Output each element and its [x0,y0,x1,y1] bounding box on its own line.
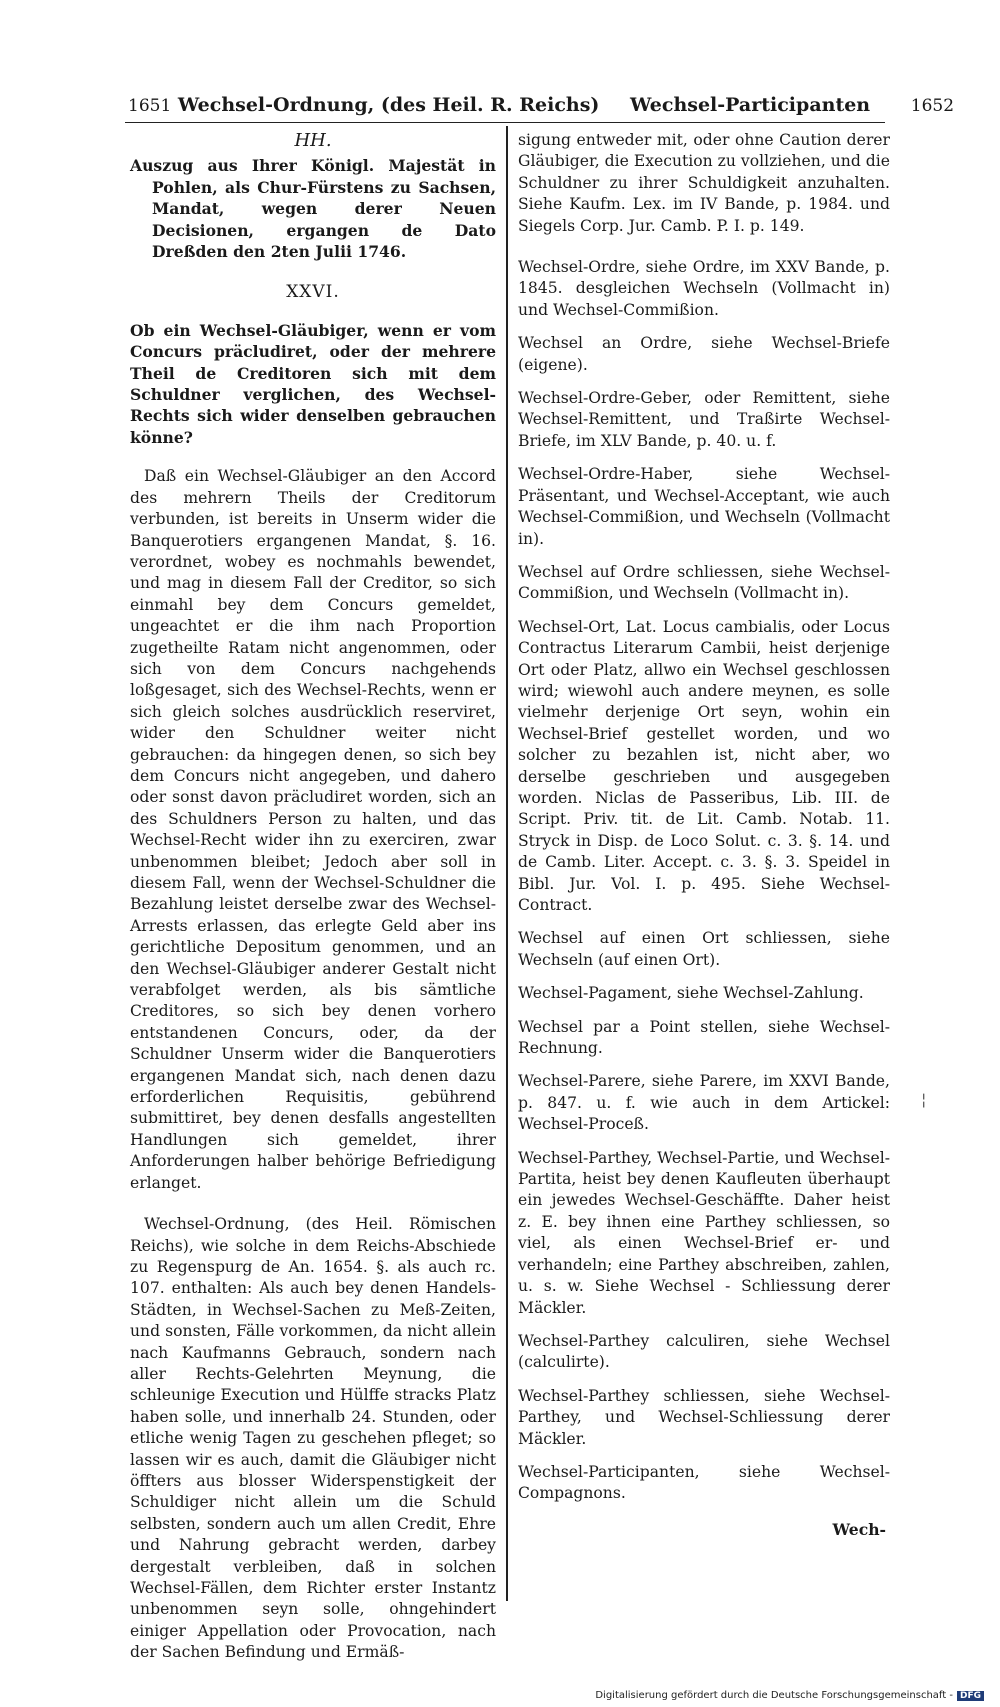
left-column [130,130,496,1664]
entry-wechsel-par-a-point: Wechsel par a Point stellen, siehe Wechsel-Rechnung. [518,1017,890,1058]
left-running-title: Wechsel-Ordnung, (des Heil. R. Reichs) [177,94,600,116]
entry-wechsel-parthey-schliessen: Wechsel-Parthey schliessen, siehe Wechsel-Parthey, und Wechsel-Schliessung derer Mäckler. [518,1386,890,1448]
right-column [518,130,890,1540]
left-page-number: 1651 [128,96,172,116]
decision-paragraph: Daß ein Wechsel-Gläubiger an den Accord des mehrern Theils der Creditorum verbunden, ist bereits in Unserm wider die Banquerotiers ergangenen Mandat, §. 16. verordnet, wobey es nochmahls bewendet, und mag in diesem Fall der Creditor, so sich einmahl bey dem Concurs gemeldet, ungeachtet er die ihm nach Proportion zugetheilte Ratam nicht angenommen, oder sich von dem Concurs nachgehends loßgesaget, sich des Wechsel-Rechts, wenn er sich gleich solches ausdrücklich reserviret, wider den Schuldner weiter nicht gebrauchen: da hingegen denen, so sich bey dem Concurs nicht angegeben, und dahero oder sonst davon präcludiret worden, sich an des Schuldners Person zu halten, und das Wechsel-Recht wider ihn zu exerciren, zwar unbenommen bleibet; Jedoch aber soll in diesem Fall, wenn der Wechsel-Schuldner die Bezahlung leistet derselbe zwar des Wechsel-Arrests erlassen, das erlegte Geld aber ins gerichtliche Depositum genommen, und an den Wechsel-Gläubiger anderer Gestalt nicht verabfolget werden, als bis sämtliche Creditores, so sich bey denen vorhero entstandenen Concurs, oder, da der Schuldner Unserm wider die Banquerotiers ergangenen Mandat sich, nach denen dazu erforderlichen Requisitis, gebührend submittiret, bey denen desfalls angestellten Handlungen sich gemeldet, ihrer Anforderungen halber behörige Befriedigung erlanget. [130,467,496,1192]
section-mark: HH. [294,130,332,151]
entry-wechsel-auf-ordre: Wechsel auf Ordre schliessen, siehe Wechsel-Commißion, und Wechseln (Vollmacht in). [518,562,890,603]
question-heading: Ob ein Wechsel-Gläubiger, wenn er vom Concurs präcludiret, oder der mehrere Theil de Creditoren sich mit dem Schuldner verglichen, des Wechsel-Rechts sich wider denselben gebrauchen könne? [130,320,496,447]
header-rule [125,122,885,123]
entry-wechsel-participanten: Wechsel-Participanten, siehe Wechsel-Compagnons. [518,1462,890,1503]
right-page-number: 1652 [910,96,955,116]
page-header-right [630,94,954,116]
entry-wechsel-parthey: Wechsel-Parthey, Wechsel-Partie, und Wechsel-Partita, heist bey denen Kaufleuten überhaupt ein jewedes Wechsel-Geschäffte. Daher heist z. E. bey ihnen eine Parthey schliessen, so viel, als einen Wechsel-Brief er- und verhandeln; eine Parthey abschreiben, zahlen, u. s. w. Siehe Wechsel - Schliessung derer Mäckler. [518,1148,890,1317]
column-divider [506,126,508,1601]
entry-wechsel-ordre-haber: Wechsel-Ordre-Haber, siehe Wechsel-Präsentant, und Wechsel-Acceptant, wie auch Wechsel-Commißion, und Wechseln (Vollmacht in). [518,465,890,548]
dfg-logo: DFG [957,1691,984,1701]
entry-wechsel-ort: Wechsel-Ort, Lat. Locus cambialis, oder Locus Contractus Literarum Cambii, heist derjenige Ort oder Platz, allwo ein Wechsel geschlossen wird; wiewohl auch andere meynen, es solle vielmehr derjenige Ort seyn, wohin ein Wechsel-Brief gestellet worden, und wo solcher zu bezahlen ist, nicht aber, wo derselbe geschrieben und ausgegeben worden. Niclas de Passeribus, Lib. III. de Script. Priv. tit. de Lit. Camb. Notab. 11. Stryck in Disp. de Loco Solut. c. 3. §. 14. und de Camb. Liter. Accept. c. 3. §. 3. Speidel in Bibl. Jur. Vol. I. p. 495. Siehe Wechsel-Contract. [518,617,890,914]
footer-text: Digitalisierung gefördert durch die Deutsche Forschungsgemeinschaft - [595,1690,953,1701]
entry-wechsel-pagament: Wechsel-Pagament, siehe Wechsel-Zahlung. [518,984,864,1003]
page-header-left [128,94,599,116]
entry-wechsel-auf-einen-ort: Wechsel auf einen Ort schliessen, siehe Wechseln (auf einen Ort). [518,929,890,969]
section-number: XXVI. [286,282,340,303]
wechsel-ordnung-entry: Wechsel-Ordnung, (des Heil. Römischen Reichs), wie solche in dem Reichs-Abschiede zu Regenspurg de An. 1654. §. als auch rc. 107. enthalten: Als auch bey denen Handels-Städten, in Wechsel-Sachen zu Meß-Zeiten, und sonsten, Fälle vorkommen, da nicht allein nach Kaufmanns Gebrauch, sondern nach aller Rechts-Gelehrten Meynung, die schleunige Execution und Hülffe stracks Platz haben solle, und innerhalb 24. Stunden, oder etliche wenig Tagen zu geschehen pfleget; so lassen wir es auch, damit die Gläubiger nicht öffters aus blosser Widerspenstigkeit der Schuldiger nicht allein um die Schuld selbsten, sondern auch um allen Credit, Ehre und Nahrung gebracht werden, darbey dergestalt verbleiben, daß in solchen Wechsel-Fällen, dem Richter erster Instantz unbenommen seyn solle, ohngehindert einiger Appellation oder Provocation, nach der Sachen Befindung und Ermäß- [130,1215,496,1662]
entry-wechsel-parere: Wechsel-Parere, siehe Parere, im XXVI Bande, p. 847. u. f. wie auch in dem Artickel: Wechsel-Proceß. [518,1072,890,1134]
entry-wechsel-ordre-geber: Wechsel-Ordre-Geber, oder Remittent, siehe Wechsel-Remittent, und Traßirte Wechsel-Briefe, im XLV Bande, p. 40. u. f. [518,389,890,450]
entry-wechsel-ordre: Wechsel-Ordre, siehe Ordre, im XXV Bande, p. 1845. desgleichen Wechseln (Vollmacht in) und Wechsel-Commißion. [518,258,890,319]
right-running-title: Wechsel-Participanten [630,94,871,116]
excerpt-heading: Auszug aus Ihrer Königl. Majestät in Pohlen, als Chur-Fürstens zu Sachsen, Mandat, wegen derer Neuen Decisionen, ergangen de Dato Dreßden den 2ten Julii 1746. [130,156,496,262]
continued-text: sigung entweder mit, oder ohne Caution derer Gläubiger, die Execution zu vollziehen, und die Schuldner zu ihrer Schuldigkeit anzuhalten. Siehe Kaufm. Lex. im IV Bande, p. 1984. und Siegels Corp. Jur. Camb. P. I. p. 149. [518,131,890,235]
digitization-footer [595,1690,984,1701]
entry-wechsel-an-ordre: Wechsel an Ordre, siehe Wechsel-Briefe (eigene). [518,334,890,374]
catchword: Wech- [832,1519,886,1539]
margin-mark: ¦ [921,1090,927,1109]
entry-wechsel-parthey-calculiren: Wechsel-Parthey calculiren, siehe Wechsel (calculirte). [518,1331,890,1372]
